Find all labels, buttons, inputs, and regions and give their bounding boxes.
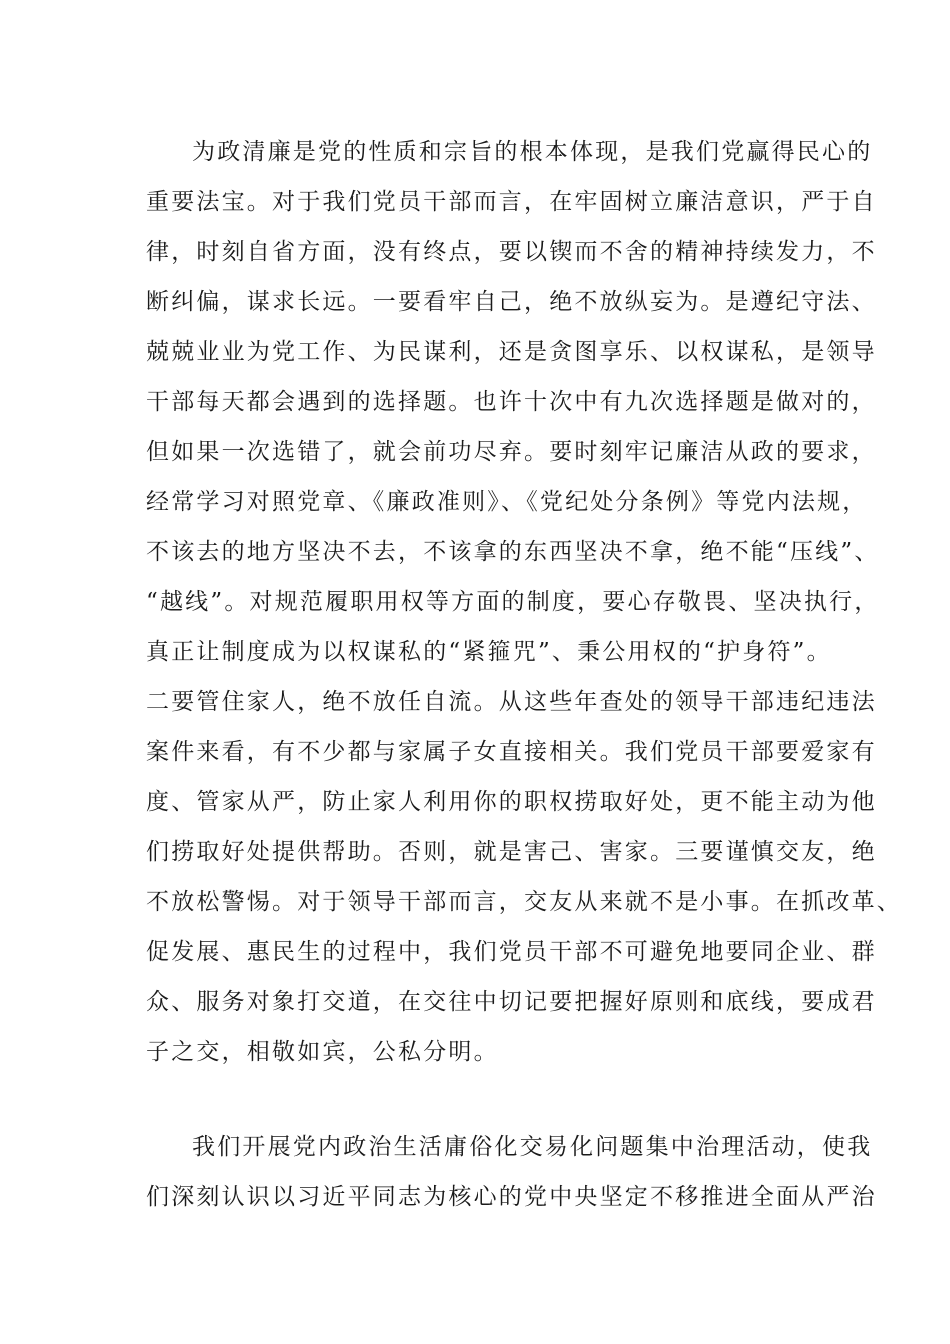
text-line: 断纠偏，谋求长远。一要看牢自己，绝不放纵妄为。是遵纪守法、: [146, 289, 877, 315]
text-line: 度、管家从严，防止家人利用你的职权捞取好处，更不能主动为他: [146, 789, 877, 815]
text-line: 众、服务对象打交道，在交往中切记要把握好原则和底线，要成君: [146, 989, 877, 1015]
text-line: 但如果一次选错了，就会前功尽弃。要时刻牢记廉洁从政的要求，: [146, 439, 877, 465]
text-line: 真正让制度成为以权谋私的“紧箍咒”、秉公用权的“护身符”。: [146, 639, 832, 665]
text-line: 干部每天都会遇到的选择题。也许十次中有九次选择题是做对的，: [146, 389, 877, 415]
text-line: 子之交，相敬如宾，公私分明。: [146, 1039, 499, 1065]
text-line: 不放松警惕。对于领导干部而言，交友从来就不是小事。在抓改革、: [146, 889, 902, 915]
text-line: 案件来看，有不少都与家属子女直接相关。我们党员干部要爱家有: [146, 739, 877, 765]
text-line: “越线”。对规范履职用权等方面的制度，要心存敬畏、坚决执行，: [146, 589, 880, 615]
text-line: 二要管住家人，绝不放任自流。从这些年查处的领导干部违纪违法: [146, 689, 877, 715]
text-line: 律，时刻自省方面，没有终点，要以锲而不舍的精神持续发力，不: [146, 239, 877, 265]
text-line: 不该去的地方坚决不去，不该拿的东西坚决不拿，绝不能“压线”、: [146, 539, 880, 565]
text-line: 们深刻认识以习近平同志为核心的党中央坚定不移推进全面从严治: [146, 1184, 877, 1210]
text-line: 为政清廉是党的性质和宗旨的根本体现，是我们党赢得民心的: [192, 139, 873, 165]
text-line: 促发展、惠民生的过程中，我们党员干部不可避免地要同企业、群: [146, 939, 877, 965]
text-line: 们捞取好处提供帮助。否则，就是害己、害家。三要谨慎交友，绝: [146, 839, 877, 865]
text-line: 兢兢业业为党工作、为民谋利，还是贪图享乐、以权谋私，是领导: [146, 339, 877, 365]
text-line: 经常学习对照党章、《廉政准则》、《党纪处分条例》等党内法规，: [146, 489, 868, 515]
text-line: 重要法宝。对于我们党员干部而言，在牢固树立廉洁意识，严于自: [146, 189, 877, 215]
text-line: 我们开展党内政治生活庸俗化交易化问题集中治理活动，使我: [192, 1134, 873, 1160]
